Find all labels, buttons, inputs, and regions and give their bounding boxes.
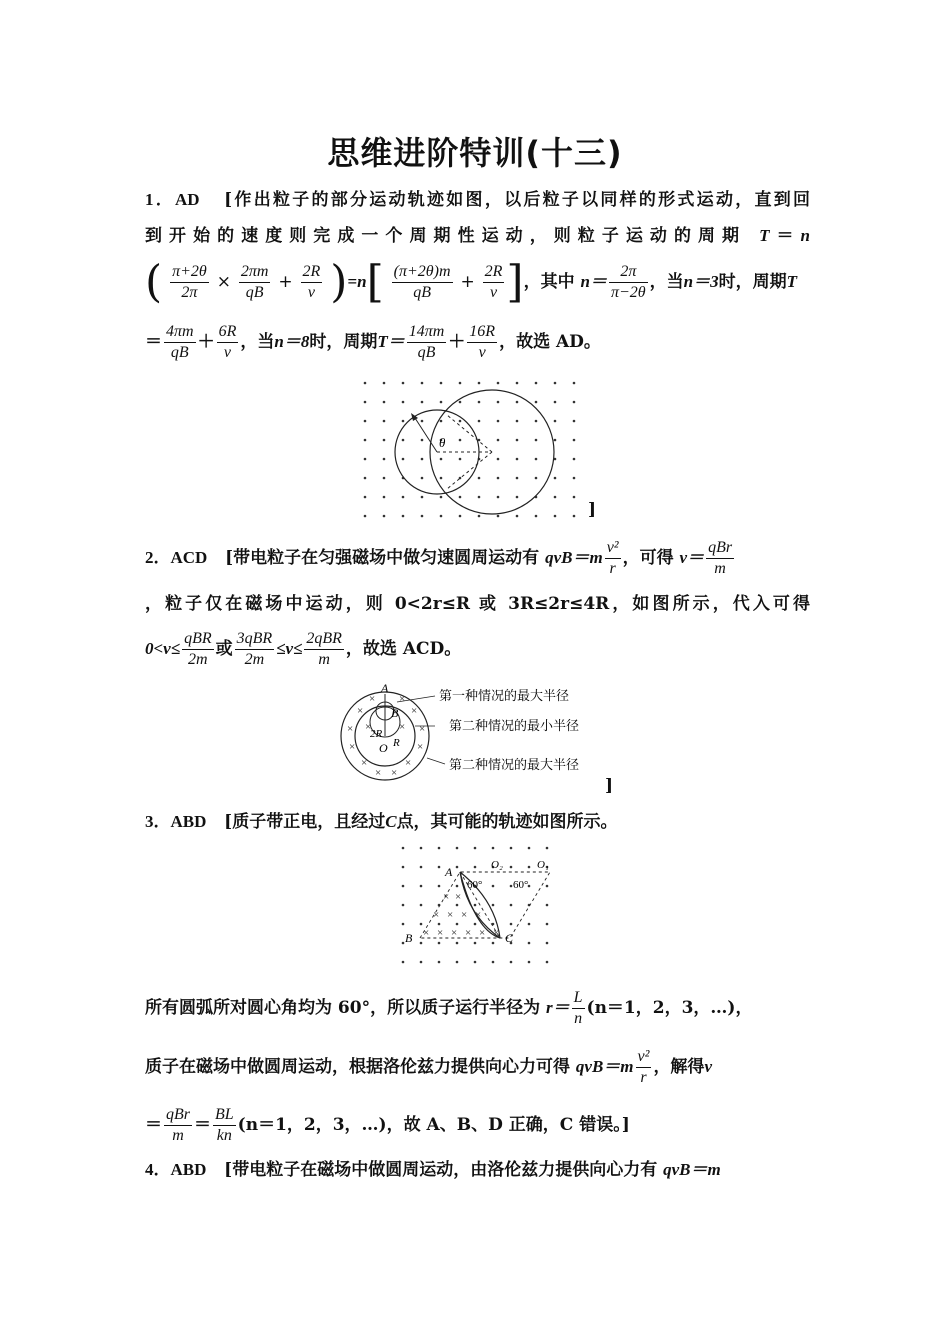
field-dot — [438, 961, 441, 964]
field-cross: × — [375, 767, 382, 779]
q1-n-eq: n＝ — [580, 272, 607, 291]
q1-frac-6: $\frac{2\pi}{\pi-2\theta}$ — [610, 263, 646, 301]
q1-text-1: [作出粒子的部分运动轨迹如图，以后粒子以同样的形式运动，直到回 — [224, 190, 810, 210]
field-dot — [420, 866, 423, 869]
field-dot — [516, 401, 519, 404]
q1-plus: + — [278, 272, 293, 292]
q1-where: ，其中 — [523, 272, 575, 292]
field-cross: × — [433, 909, 440, 921]
q3-number: 3．ABD — [145, 812, 207, 831]
field-dot — [364, 496, 367, 499]
field-dot — [474, 961, 477, 964]
q3-frac-1: $\frac{L}{n}$ — [573, 989, 583, 1027]
field-dot — [492, 904, 495, 907]
q2-range-start: 0<v≤ — [145, 639, 181, 658]
field-dot — [474, 847, 477, 850]
q3-text-3c: ，解得 — [653, 1057, 705, 1077]
field-cross: × — [447, 909, 454, 921]
q1-text-2: 到开始的速度则完成一个周期性运动，则粒子运动的周期 — [145, 226, 747, 246]
q1-eq4: ＝ — [145, 332, 162, 352]
q2-label-A: A — [381, 681, 389, 695]
field-dot — [438, 885, 441, 888]
q3-field-crosses — [423, 891, 499, 939]
q1-frac-2: $\frac{2\pi m}{qB}$ — [240, 263, 269, 301]
field-dot — [402, 885, 405, 888]
q1-plus-3: ＋ — [197, 332, 215, 352]
field-cross: × — [399, 721, 406, 733]
q1-line-2 — [145, 224, 810, 248]
field-cross: × — [399, 693, 406, 705]
q1-figure — [355, 375, 590, 520]
field-dot — [528, 866, 531, 869]
field-dot — [402, 923, 405, 926]
q3-line-1 — [145, 810, 810, 834]
field-dot — [421, 401, 424, 404]
field-dot — [510, 866, 513, 869]
field-dot — [497, 420, 500, 423]
field-dot — [554, 477, 557, 480]
field-dot — [364, 439, 367, 442]
q3-v: v — [704, 1057, 712, 1076]
q4-text-1: [带电粒子在磁场中做圆周运动，由洛伦兹力提供向心力有 — [224, 1160, 658, 1180]
q2-label-B: B — [391, 706, 399, 720]
field-dot — [459, 496, 462, 499]
field-dot — [535, 420, 538, 423]
field-dot — [478, 496, 481, 499]
field-dot — [383, 420, 386, 423]
q1-n8: n＝8 — [274, 332, 310, 351]
field-dot — [364, 515, 367, 518]
q3-label-O1: O₁ — [537, 859, 549, 871]
field-dot — [516, 515, 519, 518]
q1-frac-4: $\frac{(\pi+2\theta)m}{qB}$ — [393, 263, 451, 301]
field-cross: × — [349, 741, 356, 753]
q1-period2: 时，周期 — [309, 332, 378, 352]
field-dot — [546, 885, 549, 888]
field-dot — [402, 866, 405, 869]
field-dot — [546, 904, 549, 907]
q1-n3: n＝3 — [683, 272, 719, 291]
field-dot — [497, 439, 500, 442]
field-dot — [474, 923, 477, 926]
field-cross: × — [437, 927, 444, 939]
q3-n-range: (n＝1，2，3，…)， — [586, 998, 753, 1018]
field-dot — [528, 961, 531, 964]
field-dot — [510, 904, 513, 907]
field-dot — [421, 420, 424, 423]
q3-eq: ＝ — [145, 1115, 162, 1135]
field-dot — [478, 401, 481, 404]
field-dot — [383, 496, 386, 499]
q2-number: 2．ACD — [145, 548, 208, 567]
field-dot — [474, 942, 477, 945]
q1-paren-close: ) — [330, 256, 348, 308]
q2-text-1c: ，可得 — [622, 548, 674, 568]
q2-note-3: 第二种情况的最大半径 — [449, 757, 580, 772]
field-dot — [573, 496, 576, 499]
q2-line-3 — [145, 626, 810, 672]
field-dot — [573, 420, 576, 423]
field-dot — [421, 439, 424, 442]
field-dot — [383, 382, 386, 385]
field-dot — [402, 420, 405, 423]
field-dot — [402, 458, 405, 461]
q3-label-C: C — [505, 931, 514, 945]
q2-frac-1: $\frac{\text{v²}}{r}$ — [606, 539, 619, 577]
q1-frac-7: $\frac{4\pi m}{qB}$ — [166, 323, 194, 361]
field-dot — [438, 866, 441, 869]
q1-radius-2 — [447, 452, 492, 489]
q2-frac-2: $\frac{\text{qBr}}{m}$ — [708, 539, 733, 577]
field-dot — [420, 923, 423, 926]
q1-paren-open: ( — [145, 256, 163, 308]
q1-T: T — [759, 226, 770, 245]
field-dot — [528, 942, 531, 945]
q1-radius-1 — [447, 415, 492, 452]
field-dot — [573, 401, 576, 404]
field-dot — [383, 477, 386, 480]
field-dot — [440, 458, 443, 461]
field-dot — [402, 961, 405, 964]
q1-bracket-close: ] — [506, 256, 524, 308]
q2-note-2: 第二种情况的最小半径 — [449, 718, 580, 733]
q3-label-B: B — [405, 931, 413, 945]
field-dot — [421, 458, 424, 461]
field-cross: × — [455, 891, 462, 903]
field-dot — [535, 439, 538, 442]
field-dot — [554, 515, 557, 518]
field-cross: × — [479, 927, 486, 939]
q1-frac-5: $\frac{2R}{v}$ — [484, 263, 503, 301]
q1-number: 1．AD — [145, 190, 200, 209]
field-dot — [383, 515, 386, 518]
q1-line-4 — [145, 318, 810, 366]
field-dot — [497, 496, 500, 499]
field-dot — [402, 515, 405, 518]
q3-line-4 — [145, 1102, 810, 1148]
q3-label-A: A — [445, 865, 453, 879]
field-dot — [420, 904, 423, 907]
q2-close: ] — [605, 776, 614, 796]
field-dot — [402, 847, 405, 850]
field-dot — [554, 420, 557, 423]
field-dot — [497, 515, 500, 518]
field-dot — [420, 885, 423, 888]
field-dot — [497, 477, 500, 480]
q2-frac-5: $\frac{\text{2qBR}}{m}$ — [306, 630, 342, 668]
field-dot — [364, 401, 367, 404]
field-dot — [546, 847, 549, 850]
field-cross: × — [493, 927, 500, 939]
field-dot — [421, 382, 424, 385]
field-dot — [440, 382, 443, 385]
field-dot — [456, 904, 459, 907]
field-cross: × — [369, 693, 376, 705]
field-dot — [459, 420, 462, 423]
field-cross: × — [357, 705, 364, 717]
q3-text-1: [质子带正电，且经过 — [224, 812, 386, 832]
field-dot — [421, 515, 424, 518]
q1-arrow — [415, 418, 437, 452]
field-dot — [528, 847, 531, 850]
field-dot — [554, 382, 557, 385]
field-dot — [459, 401, 462, 404]
q1-period: 时，周期 — [718, 272, 787, 292]
q2-v: v＝ — [679, 548, 705, 567]
q2-line-2 — [145, 592, 810, 616]
field-dot — [492, 942, 495, 945]
field-dot — [421, 496, 424, 499]
field-cross: × — [475, 909, 482, 921]
field-dot — [456, 961, 459, 964]
field-dot — [554, 496, 557, 499]
field-dot — [440, 401, 443, 404]
field-dot — [364, 420, 367, 423]
field-dot — [516, 382, 519, 385]
q3-frac-4: $\frac{BL}{kn}$ — [215, 1106, 234, 1144]
q2-qvb: qvB＝m — [545, 548, 603, 567]
field-dot — [438, 847, 441, 850]
field-cross: × — [443, 891, 450, 903]
q1-plus-2: + — [460, 272, 475, 292]
q1-theta-label: θ — [439, 435, 446, 450]
q1-times: × — [216, 272, 231, 292]
field-cross: × — [451, 927, 458, 939]
field-cross: × — [423, 927, 430, 939]
q2-label-2R: 2R — [370, 728, 383, 740]
field-dot — [535, 401, 538, 404]
field-dot — [492, 847, 495, 850]
field-cross: × — [347, 723, 354, 735]
q1-when8: ，当 — [240, 332, 275, 352]
field-dot — [573, 439, 576, 442]
field-dot — [383, 458, 386, 461]
field-cross: × — [365, 721, 372, 733]
field-dot — [510, 885, 513, 888]
field-dot — [535, 477, 538, 480]
field-dot — [573, 477, 576, 480]
field-dot — [516, 496, 519, 499]
q2-text-2: ，粒子仅在磁场中运动，则 0<2r≤R 或 3R≤2r≤4R，如图所示，代入可得 — [145, 594, 810, 614]
q2-pointer-3 — [427, 758, 445, 764]
q4-line-1 — [145, 1158, 810, 1182]
field-cross: × — [417, 741, 424, 753]
field-dot — [402, 401, 405, 404]
field-dot — [516, 420, 519, 423]
q2-or: 或 — [215, 639, 233, 659]
q3-frac-2: $\frac{\text{v²}}{r}$ — [637, 1048, 650, 1086]
field-dot — [456, 942, 459, 945]
field-dot — [573, 382, 576, 385]
q3-figure — [395, 840, 560, 975]
q1-frac-9: $\frac{14\pi m}{qB}$ — [408, 323, 445, 361]
field-dot — [402, 942, 405, 945]
q3-eq-2: ＝ — [194, 1115, 211, 1135]
q2-text-1: [带电粒子在匀强磁场中做匀速圆周运动有 — [225, 548, 540, 568]
q3-text-1b: 点，其可能的轨迹如图所示。 — [396, 812, 618, 832]
q3-C: C — [385, 812, 397, 831]
q1-when3: ，当 — [649, 272, 684, 292]
q2-line-1 — [145, 535, 810, 581]
field-dot — [456, 866, 459, 869]
field-dot — [497, 458, 500, 461]
field-dot — [440, 496, 443, 499]
field-dot — [420, 942, 423, 945]
field-dot — [535, 515, 538, 518]
field-dot — [440, 515, 443, 518]
field-dot — [546, 961, 549, 964]
field-dot — [573, 458, 576, 461]
q1-plus-4: ＋ — [448, 332, 466, 352]
field-dot — [438, 923, 441, 926]
field-dot — [516, 477, 519, 480]
q3-text-3: 质子在磁场中做圆周运动，根据洛伦兹力提供向心力可得 — [145, 1057, 570, 1077]
field-dot — [546, 942, 549, 945]
q1-frac-1: $\frac{\pi+2\theta}{2\pi}$ — [172, 263, 207, 301]
field-dot — [402, 439, 405, 442]
q1-eq: ＝ — [769, 226, 801, 246]
q3-frac-3: $\frac{\text{qBr}}{m}$ — [166, 1106, 190, 1144]
q1-n: n — [800, 226, 811, 245]
q3-text-2: 所有圆弧所对圆心角均为 60°，所以质子运行半径为 — [145, 998, 541, 1018]
field-dot — [402, 496, 405, 499]
field-cross: × — [419, 723, 426, 735]
q2-note-1: 第一种情况的最大半径 — [439, 688, 570, 703]
field-dot — [546, 923, 549, 926]
field-dot — [383, 439, 386, 442]
field-dot — [459, 458, 462, 461]
field-cross: × — [465, 927, 472, 939]
q3-field-dots — [402, 847, 549, 964]
field-dot — [497, 401, 500, 404]
q4-qvb: qvB＝m — [663, 1160, 721, 1179]
field-dot — [478, 420, 481, 423]
field-cross: × — [461, 909, 468, 921]
q1-eq-n: =n — [347, 272, 367, 291]
field-dot — [528, 923, 531, 926]
field-dot — [516, 458, 519, 461]
field-dot — [459, 515, 462, 518]
q3-label-O2: O₂ — [491, 859, 503, 871]
field-dot — [459, 439, 462, 442]
q1-close: ] — [588, 500, 597, 520]
q3-qvb: qvB＝m — [575, 1057, 634, 1076]
field-cross: × — [405, 757, 412, 769]
field-dot — [554, 401, 557, 404]
q1-bracket-open: [ — [366, 256, 384, 308]
q3-angle-1: 60° — [467, 879, 483, 891]
field-dot — [554, 439, 557, 442]
q2-end: ，故选 ACD。 — [345, 639, 462, 659]
q1-frac-8: $\frac{6R}{v}$ — [218, 323, 237, 361]
q1-T2: T — [786, 272, 798, 291]
field-dot — [456, 847, 459, 850]
field-dot — [402, 382, 405, 385]
q2-frac-4: $\frac{\text{3qBR}}{2m}$ — [236, 630, 273, 668]
field-dot — [535, 458, 538, 461]
q2-frac-3: $\frac{\text{qBR}}{2m}$ — [184, 630, 212, 668]
q1-end: ，故选 AD。 — [499, 332, 601, 352]
field-dot — [402, 904, 405, 907]
field-dot — [510, 961, 513, 964]
field-dot — [492, 961, 495, 964]
field-dot — [459, 382, 462, 385]
field-dot — [492, 885, 495, 888]
field-dot — [364, 477, 367, 480]
q3-conclusion: (n＝1，2，3，…)，故 A、B、D 正确，C 错误。] — [237, 1115, 630, 1135]
field-dot — [573, 515, 576, 518]
field-dot — [364, 382, 367, 385]
q1-frac-10: $\frac{16R}{v}$ — [469, 323, 496, 361]
page-title: 思维进阶特训(十三) — [327, 134, 623, 172]
field-dot — [456, 885, 459, 888]
field-dot — [438, 942, 441, 945]
field-dot — [456, 923, 459, 926]
field-dot — [440, 477, 443, 480]
q1-frac-3: $\frac{2R}{v}$ — [302, 263, 321, 301]
q1-arrowhead — [411, 413, 418, 421]
q3-line-2 — [145, 985, 810, 1031]
q1-line-1 — [145, 188, 810, 212]
q2-le: ≤v≤ — [276, 639, 303, 658]
field-dot — [420, 961, 423, 964]
field-dot — [510, 847, 513, 850]
field-dot — [516, 439, 519, 442]
q1-line-3 — [145, 258, 810, 306]
field-dot — [364, 458, 367, 461]
field-dot — [474, 866, 477, 869]
q2-label-R: R — [393, 737, 400, 749]
field-dot — [420, 847, 423, 850]
q2-label-O: O — [379, 741, 388, 755]
field-dot — [497, 382, 500, 385]
field-dot — [535, 382, 538, 385]
field-cross: × — [361, 757, 368, 769]
q4-number: 4．ABD — [145, 1160, 207, 1179]
q3-angle-2: 60° — [513, 879, 529, 891]
field-dot — [478, 515, 481, 518]
q1-T3: T＝ — [377, 332, 405, 351]
field-dot — [510, 923, 513, 926]
field-dot — [440, 420, 443, 423]
q2-figure — [335, 680, 610, 790]
field-dot — [474, 904, 477, 907]
q3-line-3 — [145, 1044, 810, 1090]
q3-r: r＝ — [546, 998, 570, 1017]
field-dot — [383, 401, 386, 404]
field-dot — [421, 477, 424, 480]
field-dot — [478, 382, 481, 385]
field-dot — [478, 477, 481, 480]
field-cross: × — [391, 767, 398, 779]
field-cross: × — [411, 705, 418, 717]
